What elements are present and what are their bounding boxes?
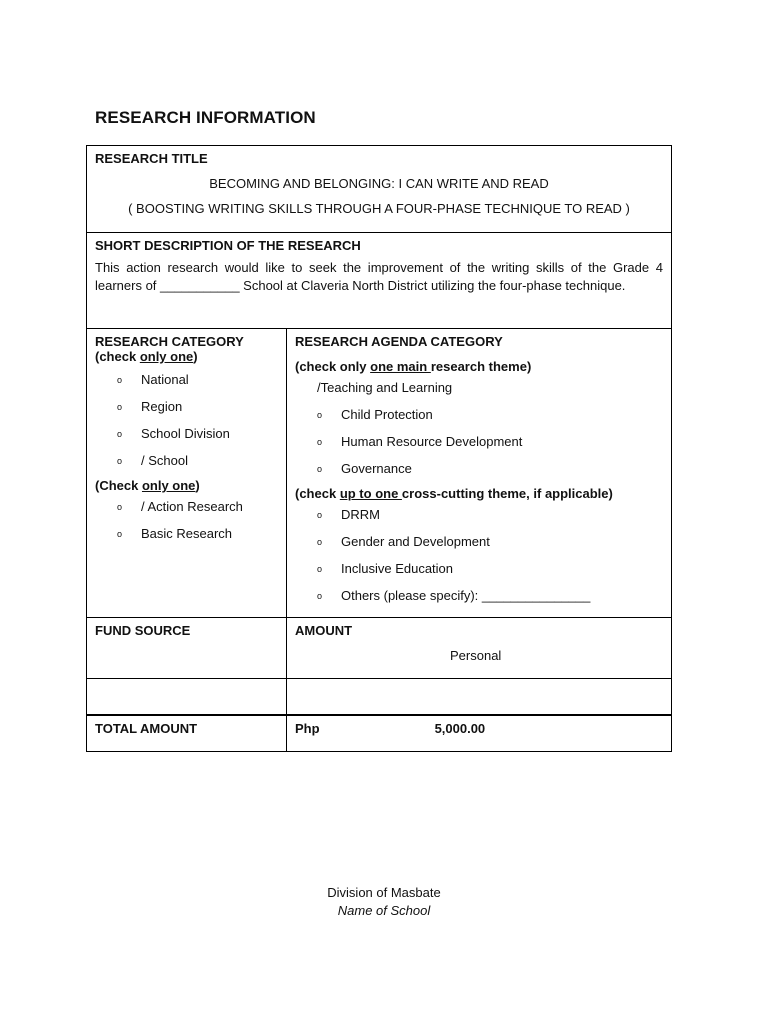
research-agenda-label: RESEARCH AGENDA CATEGORY [295, 334, 503, 349]
agenda-options-1 [295, 401, 663, 482]
agenda-option[interactable] [317, 455, 663, 482]
category-option[interactable] [117, 447, 278, 474]
category-option-label: National [141, 372, 189, 387]
description-text: This action research would like to seek the improvement of the writing skills of the Grade 4 learners of ___________ School at Claveria North District utilizing the four-phase technique. [95, 260, 663, 293]
blank-row [87, 679, 672, 716]
research-title-label: RESEARCH TITLE [95, 151, 208, 166]
total-row [87, 715, 672, 752]
description-cell [87, 233, 672, 329]
category-instruction-1 [95, 349, 278, 364]
category-option[interactable] [117, 366, 278, 393]
total-amount-label: TOTAL AMOUNT [95, 721, 198, 736]
bullet-icon: o [317, 464, 323, 474]
bullet-icon: o [117, 429, 123, 439]
bullet-icon: o [117, 375, 123, 385]
fund-source-cell [87, 618, 287, 679]
total-value-cell [287, 715, 672, 752]
bullet-icon: o [117, 529, 123, 539]
cross-cutting-option[interactable] [317, 555, 663, 582]
agenda-instruction-1-underline: one main [370, 359, 431, 374]
category-instruction-2-post: ) [195, 478, 200, 493]
bullet-icon: o [317, 564, 323, 574]
agenda-checked-item[interactable]: /Teaching and Learning [317, 380, 453, 395]
currency-label: Php [295, 721, 320, 736]
category-option[interactable] [117, 393, 278, 420]
research-type-option[interactable] [117, 493, 278, 520]
research-title-cell [87, 146, 672, 233]
research-category-label: RESEARCH CATEGORY [95, 334, 244, 349]
research-title-line2: ( BOOSTING WRITING SKILLS THROUGH A FOUR-PHASE TECHNIQUE TO READ ) [128, 201, 630, 216]
cross-cutting-option[interactable] [317, 582, 663, 609]
total-amount-row [295, 721, 663, 736]
description-label: SHORT DESCRIPTION OF THE RESEARCH [95, 238, 361, 253]
description-row [87, 233, 672, 329]
category-option-label: School Division [141, 426, 230, 441]
agenda-option[interactable] [317, 428, 663, 455]
bullet-icon: o [317, 437, 323, 447]
research-type-label: / Action Research [141, 499, 243, 514]
blank-cell-left[interactable] [87, 679, 287, 716]
agenda-option[interactable] [317, 401, 663, 428]
page-heading: RESEARCH INFORMATION [95, 108, 316, 127]
cross-cutting-label: Others (please specify): _______________ [341, 588, 591, 603]
category-instruction-1-post: ) [193, 349, 198, 364]
total-label-cell [87, 715, 287, 752]
bullet-icon: o [317, 410, 323, 420]
bullet-icon: o [117, 402, 123, 412]
agenda-instruction-2-pre: (check [295, 486, 340, 501]
footer-school-name: Name of School [337, 903, 431, 918]
category-options-1 [95, 366, 278, 474]
category-option-label: Region [141, 399, 183, 414]
category-option[interactable] [117, 420, 278, 447]
research-agenda-cell [287, 329, 672, 618]
category-instruction-2 [95, 478, 278, 493]
agenda-instruction-2-underline: up to one [339, 486, 402, 501]
bullet-icon: o [317, 510, 323, 520]
total-amount-value: 5,000.00 [434, 721, 486, 736]
fund-source-label: FUND SOURCE [95, 623, 191, 638]
research-title-row [87, 146, 672, 233]
fund-row [87, 618, 672, 679]
research-title-line1: BECOMING AND BELONGING: I CAN WRITE AND READ [209, 176, 549, 191]
category-options-2 [95, 493, 278, 547]
category-instruction-2-underline: only one [141, 478, 196, 493]
agenda-instruction-1-post: research theme) [430, 359, 532, 374]
agenda-option-label: Child Protection [341, 407, 433, 422]
cross-cutting-label: Inclusive Education [341, 561, 454, 576]
research-category-cell [87, 329, 287, 618]
bullet-icon: o [117, 456, 123, 466]
agenda-option-label: Human Resource Development [341, 434, 523, 449]
research-type-option[interactable] [117, 520, 278, 547]
amount-cell [287, 618, 672, 679]
category-instruction-2-pre: (Check [95, 478, 142, 493]
category-option-label: / School [141, 453, 188, 468]
agenda-instruction-1 [295, 359, 663, 374]
agenda-instruction-1-pre: (check only [295, 359, 371, 374]
cross-cutting-option[interactable] [317, 501, 663, 528]
footer-division: Division of Masbate [327, 885, 441, 900]
agenda-options-2 [295, 501, 663, 609]
amount-value: Personal [450, 648, 502, 663]
cross-cutting-label: DRRM [341, 507, 380, 522]
agenda-instruction-2 [295, 486, 663, 501]
agenda-option-label: Governance [341, 461, 412, 476]
research-type-label: Basic Research [141, 526, 233, 541]
amount-label: AMOUNT [295, 623, 353, 638]
bullet-icon: o [117, 502, 123, 512]
category-row [87, 329, 672, 618]
category-instruction-1-underline: only one [139, 349, 194, 364]
agenda-instruction-2-post: cross-cutting theme, if applicable) [401, 486, 613, 501]
cross-cutting-option[interactable] [317, 528, 663, 555]
cross-cutting-label: Gender and Development [341, 534, 490, 549]
bullet-icon: o [317, 537, 323, 547]
category-instruction-1-pre: (check [95, 349, 140, 364]
research-info-table [86, 145, 672, 752]
blank-cell-right[interactable] [287, 679, 672, 716]
bullet-icon: o [317, 591, 323, 601]
